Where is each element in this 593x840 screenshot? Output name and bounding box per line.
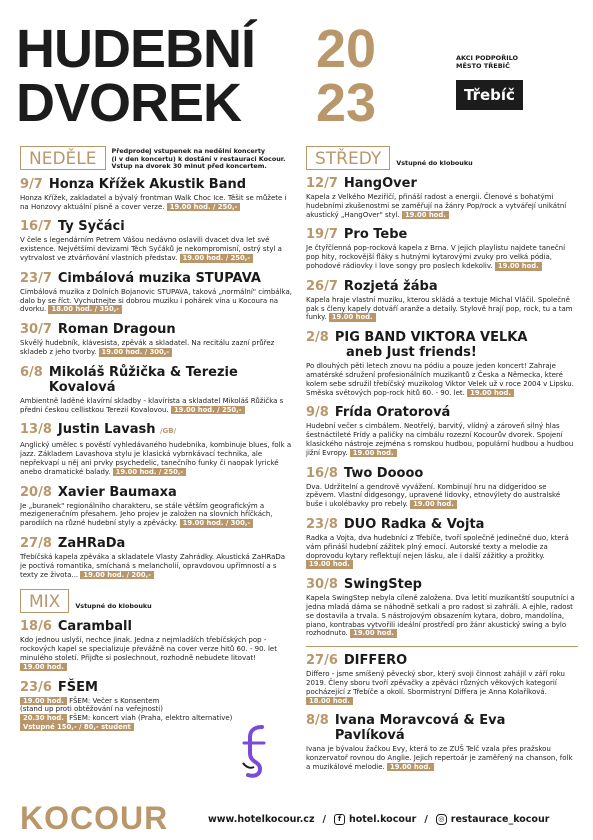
event-text: Cimbálová muzika z Dolních Bojanovic STUPAVA, taková „normální" cimbálka, dalo by se říct. Vychutnejte si dobrou muziku i pohárek vína u Kocoura na dvorku. xyxy=(20,287,292,314)
event-item xyxy=(306,405,578,457)
event-text: Kapela z Velkého Meziříčí, přináší radost a energii. Členové s bohatými hudebními zkušenostmi se zaměřují na žánry Pop/rock a vytvářejí unikátní akustický „HangOver" styl. xyxy=(306,193,567,219)
event-price: 19.00 hod. xyxy=(495,262,542,271)
event-name: Ivana Moravcová & Eva Pavlíková xyxy=(334,713,506,744)
event-item xyxy=(20,177,292,212)
kocour-logo: KOCOUR xyxy=(20,800,169,836)
event-date: 2/8 xyxy=(306,330,329,346)
event-text: Hudební večer s cimbálem. Neotřelý, barvitý, vlídný a zároveň silný hlas šestnáctileté Frídy a paličky na cimbálu rozezní Kocourův dvorek. Spojení klasického nástroje zejména s romskou hudbou, populární hudbou a hudbou jižní Evropy. xyxy=(306,422,574,457)
event-date: 9/8 xyxy=(306,405,329,421)
event-name: PIG BAND VIKTORA VELKA xyxy=(334,330,528,346)
event-item xyxy=(306,176,578,219)
event-date: 23/7 xyxy=(20,270,52,286)
event-item xyxy=(306,330,578,397)
footer-links xyxy=(208,814,549,825)
event-name: Xavier Baumaxa xyxy=(57,484,177,500)
event-text: Je čtyřčlenná pop-rocková kapela z Brna. V jejich playlistu najdete taneční pop hity, rockovější fláky s hutnými kytarovými zvuky pro velká pódia, pohodové rádiovky i love songy pro poslech kdekoliv. xyxy=(306,244,566,270)
header xyxy=(16,19,586,133)
event-name: Ty Syčáci xyxy=(57,219,125,235)
event-date: 16/8 xyxy=(306,465,338,481)
separator: / xyxy=(322,814,326,825)
event-price: 19.00 hod. xyxy=(329,313,376,322)
event-text: Po dlouhých pěti letech znovu na pódiu a pouze jeden koncert! Zahraje amatérské sdružení profesionálních muzikantů z Česka a Německa, které kolem sebe sdružil třebíčský muzikolog Viktor Velek už v roce 2004 v Lipsku. Směska světových pop-rock hitů 60. - 90. let. xyxy=(306,362,574,397)
event-date: 27/6 xyxy=(306,653,338,669)
event-text: Dva. Udržitelní a gendrově vyvážení. Kombinují hru na didgeridoo se zpěvem. Vlastní didgesongy, upravené lidovky, etnovýlety do australské buše i ukolébavky pro rebely. xyxy=(306,482,561,509)
event-price: 20.30 hod. xyxy=(20,714,67,723)
trebic-logo xyxy=(456,80,523,110)
event-date: 23/8 xyxy=(306,516,338,532)
instagram-icon: ◎ xyxy=(436,814,447,825)
instagram-link[interactable]: restaurace_kocour xyxy=(450,814,550,825)
year-bottom: 23 xyxy=(316,73,377,133)
section-tag-nedele: NEDĚLE xyxy=(20,146,106,170)
event-item xyxy=(20,485,292,528)
event-price: 19.00 hod. / 250,- xyxy=(113,468,187,477)
event-item xyxy=(20,322,292,357)
fsem-logo-icon xyxy=(240,723,270,781)
event-name: Honza Křížek Akustik Band xyxy=(48,176,247,192)
event-price: 19.00 hod. / 250,- xyxy=(180,254,254,263)
event-date: 26/7 xyxy=(306,278,338,294)
event-item xyxy=(20,422,292,476)
event-date: 18/6 xyxy=(20,619,52,635)
event-item xyxy=(20,536,292,579)
event-price: 19.00 hod. xyxy=(402,211,449,220)
event-text: Ivana je bývalou žačkou Evy, která to ze ZUŠ Telč vzala přes pražskou konzervatoř rovnou do Anglie. Jejich repertoár je zaměřený na chanson, folk a muzikálové melodie. xyxy=(306,745,573,771)
event-name: ZaHRaDa xyxy=(57,535,126,551)
event-name: Justin Lavash xyxy=(57,422,156,438)
event-price: 19.00 hod. / 200,- xyxy=(80,571,154,580)
event-name: Frída Oratorová xyxy=(334,405,451,421)
event-name: Cimbálová muzika STUPAVA xyxy=(57,270,261,286)
left-column xyxy=(20,146,292,740)
event-name-line2: aneb Just friends! xyxy=(346,345,477,361)
event-item xyxy=(306,517,578,569)
event-price: 19.00 hod. / 250,- xyxy=(171,406,245,415)
event-item xyxy=(306,466,578,509)
event-item xyxy=(20,219,292,262)
note-line-1: Předprodej vstupenek na nedělní koncerty xyxy=(111,147,266,155)
event-price: 19.00 hod. / 300,- xyxy=(180,519,254,528)
website-link[interactable]: www.hotelkocour.cz xyxy=(208,814,315,825)
event-item xyxy=(306,577,578,638)
support-line-1: AKCI PODPOŘILO xyxy=(456,54,519,62)
event-text: Anglický umělec s pověstí vyhledávaného hudebníka, kombinuje blues, folk a jazz. Základem Lavashova stylu je klasická vybrnkávací technika, ale nepřekvapí u něj ani prvky psychedelic, tanečního funky či naopak lyrické anebo dramatické balady. xyxy=(20,441,292,476)
event-line: FŠEM: Večer s Konsentem xyxy=(69,696,160,705)
event-line: (stand up proti obtěžování na veřejnosti) xyxy=(20,705,163,714)
title-hudebni: HUDEBNÍ xyxy=(16,19,256,79)
event-name: Caramball xyxy=(57,619,132,635)
event-name: DUO Radka & Vojta xyxy=(343,516,485,532)
event-date: 6/8 xyxy=(20,364,43,380)
event-price: 19.00 hod. xyxy=(20,663,67,672)
event-date: 16/7 xyxy=(20,219,52,235)
event-price: 19.00 hod. xyxy=(350,629,397,638)
event-name: SwingStep xyxy=(343,577,422,593)
support-text xyxy=(456,54,518,70)
event-line: FŠEM: koncert viah (Praha, elektro alternative) xyxy=(69,714,233,723)
event-price: 18.00 hod. xyxy=(306,697,353,706)
event-item xyxy=(306,227,578,270)
event-price: 19.00 hod. / 250,- xyxy=(167,203,241,212)
event-date: 30/8 xyxy=(306,577,338,593)
event-date: 23/6 xyxy=(20,679,52,695)
event-price: 19.00 hod. xyxy=(387,763,434,772)
event-name: Two Doooo xyxy=(343,465,424,481)
event-item xyxy=(20,271,292,314)
event-text: Skvělý hudebník, klávesista, zpěvák a skladatel. Na recitálu zazní průřez skladeb z jeho tvorby. xyxy=(20,339,275,356)
event-text: Je „buranek" regionálního charakteru, se stále větším geografickým a mezigeneračním přesahem. Jeho projev je založen na slovních hříčkách, parodiích na různé hudební styly a zpěvácky. xyxy=(20,501,273,528)
event-text: Honza Křížek, zakladatel a bývalý frontman Walk Choc Ice. Těšit se můžete i na Honzovy aktuální písně a cover verze. xyxy=(20,193,287,211)
event-suffix: /GB/ xyxy=(160,427,177,436)
facebook-icon: f xyxy=(334,814,345,825)
event-text: Ambientně laděné klavírní skladby - klavírista a skladatel Mikoláš Růžička s předni českou cellistkou Terezií Kovalovou. xyxy=(20,396,284,414)
event-item xyxy=(20,365,292,415)
section-stredy xyxy=(306,146,578,170)
section-nedele xyxy=(20,146,292,171)
event-date: 13/8 xyxy=(20,422,52,438)
event-date: 20/8 xyxy=(20,484,52,500)
event-text: Radka a Vojta, dva hudebníci z Třebíče, tvoří společně jedinečné duo, která vám přináší hudební zážitek plný emocí. Autorské texty a melodie za doprovodu kytary reflektují nejen lásku, ale i další zážitky a prožitky. xyxy=(306,533,569,560)
title-dvorek: DVOREK xyxy=(16,73,242,133)
event-price: 19.00 hod. xyxy=(467,389,514,398)
event-item xyxy=(20,619,292,671)
event-price: Vstupné 150,- / 80,- student xyxy=(20,723,134,732)
event-date: 8/8 xyxy=(306,713,329,729)
right-column xyxy=(306,146,578,780)
event-date: 9/7 xyxy=(20,176,43,192)
facebook-link[interactable]: hotel.kocour xyxy=(348,814,417,825)
event-name: HangOver xyxy=(343,176,417,191)
event-item xyxy=(306,279,578,322)
section-note-nedele xyxy=(112,148,286,171)
separator: / xyxy=(424,814,428,825)
event-price: 18.00 hod. / 350,- xyxy=(48,305,122,314)
event-text: V čele s legendárním Petrem Vášou nedávno oslavili dvacet dva let své existence. Největšími devizami Těch Syčáků je nekompromisní, ostrý styl a vytrvalost ve ztvárňování vlastních představ. xyxy=(20,236,282,262)
year-top: 20 xyxy=(316,19,377,79)
section-note-mix: Vstupné do klobouku xyxy=(75,602,152,611)
event-name: Mikoláš Růžička & Terezie Kovalová xyxy=(48,364,238,395)
event-date: 30/7 xyxy=(20,322,52,338)
event-item xyxy=(306,653,578,705)
event-text: Kdo jednou uslyší, nechce jinak. Jedna z nejmladších třebíčských pop -rockových kapel se specializuje převážně na cover verze hitů 60. - 90. let minulého století. Přijďte si poslechnout, rozhodně nebudete litovat! xyxy=(20,636,277,662)
event-text: Třebíčská kapela zpěváka a skladatele Vlasty Zahrádky. Akustická ZaHRaDa je poctivá romantika, smíchaná s melancholií, opravdovou upřímností a s texty ze života... xyxy=(20,552,286,579)
event-text: Kapela hraje vlastní muziku, kterou skládá a textuje Michal Vláčil. Společně pak s členy kapely dotváří aranže a detaily. Stylově hrají pop, rock, tu a tam funky. xyxy=(306,295,573,322)
note-line-3: Vstup na dvorek 30 minut před koncertem. xyxy=(111,162,267,171)
event-price: 19.00 hod. xyxy=(350,449,397,458)
event-item xyxy=(306,713,578,771)
section-tag-mix: MIX xyxy=(20,589,69,613)
event-text: Differo - jsme smíšený pěvecký sbor, který svoji činnost zahájil v září roku 2019. Členy sboru tvoří zpěvačky a zpěváci různých věkových kategorií pocházející z Třebíče a okolí. Sbormistryní Differa je Anna Kolaříková. xyxy=(306,670,565,696)
divider xyxy=(306,646,578,647)
event-price: 19.00 hod. xyxy=(410,500,457,509)
event-name: Pro Tebe xyxy=(343,227,408,243)
note-line-2: (i v den koncertu) k dostání v restauraci Kocour. xyxy=(111,154,286,163)
event-text: Kapela SwingStep nebyla cíleně založena. Dva letití muzikantští souputníci a jedna mladá dáma se náhodně setkali a pro radost si zahráli. A ejhle, radost se dostavila a trvala. S nástrojovým obsazením kytara, dobro, mandolína, piano, kontrabas vytvořili ideální prostředí pro žánr akustický swing a bylo rozhodnuto. xyxy=(306,594,575,638)
event-price: 19.00 hod. xyxy=(306,560,353,569)
section-tag-stredy: STŘEDY xyxy=(306,146,390,170)
footer xyxy=(0,794,593,840)
event-name: Rozjetá žába xyxy=(343,278,438,294)
event-date: 12/7 xyxy=(306,176,338,191)
event-price: 19.00 hod. xyxy=(20,697,67,706)
section-note-stredy: Vstupné do klobouku xyxy=(396,159,473,167)
event-name: DIFFERO xyxy=(343,653,408,669)
event-name: Roman Dragoun xyxy=(57,322,176,338)
support-line-2: MĚSTO TŘEBÍČ xyxy=(456,62,510,70)
event-name: FŠEM xyxy=(57,679,98,695)
event-price: 19.00 hod. / 300,- xyxy=(99,348,173,357)
event-date: 27/8 xyxy=(20,535,52,551)
trebic-logo-text: Třebíč xyxy=(464,86,515,104)
event-date: 19/7 xyxy=(306,227,338,243)
section-mix xyxy=(20,589,292,613)
